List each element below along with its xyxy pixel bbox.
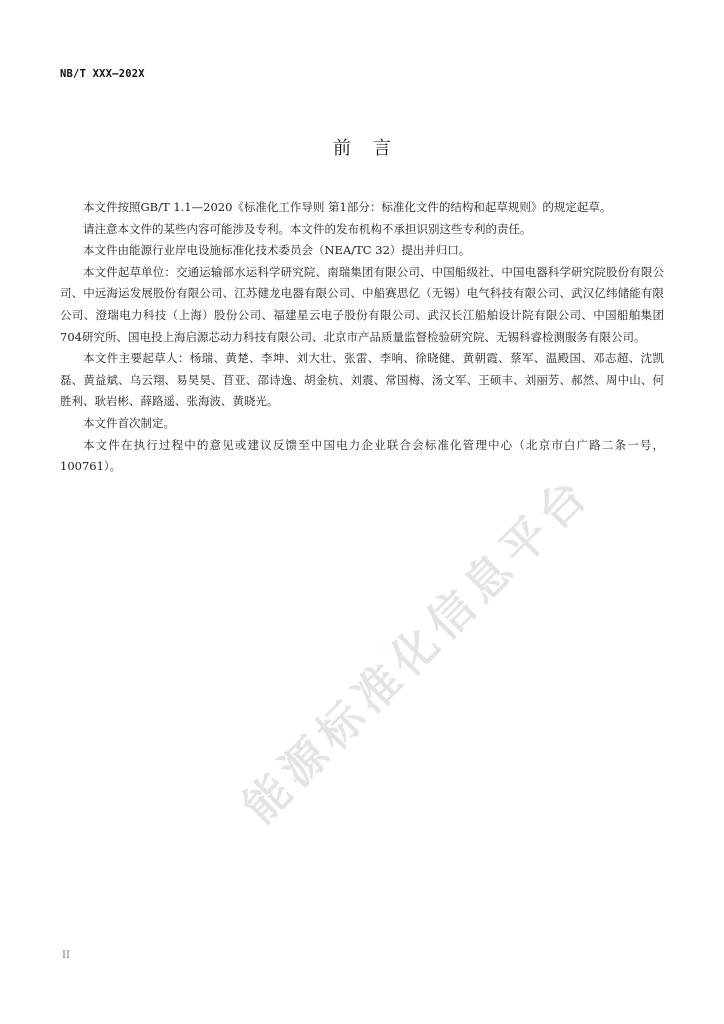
page-number: II <box>62 950 70 961</box>
paragraph-drafters: 本文件主要起草人：杨瑞、黄楚、李坤、刘大壮、张雷、李响、徐晓健、黄朝霞、蔡军、温殿国、邓志超、沈凯磊、黄益斌、乌云翔、易昊昊、苜亚、邵诗逸、胡金杭、刘震、常国梅、汤文军、王硕丰、刘丽芳、郝然、周中山、何胜利、耿岩彬、薛路遥、张海波、黄晓光。 <box>60 351 664 409</box>
paragraph-proposer: 本文件由能源行业岸电设施标准化技术委员会（NEA/TC 32）提出并归口。 <box>83 243 471 258</box>
watermark: 能源标准化信息平台 <box>232 465 602 834</box>
document-number: NB/T XXX—202X <box>60 68 145 80</box>
paragraph-first-edition: 本文件首次制定。 <box>83 415 175 430</box>
paragraph-drafting-units: 本文件起草单位：交通运输部水运科学研究院、南瑞集团有限公司、中国船级社、中国电器科学研究院股份有限公司、中远海运发展股份有限公司、江苏健龙电器有限公司、中船赛思亿（无锡）电气科技有限公司、武汉亿纬储能有限公司、澄瑞电力科技（上海）股份公司、福建星云电子股份有限公司、武汉长江船舶设计院有限公司、中国船舶集团704研究所、国电投上海启源芯动力科技有限公司、北京市产品质量监督检验研究院、无锡科睿检测服务有限公司。 <box>60 264 664 344</box>
page-title: 前言 <box>333 138 413 159</box>
paragraph-feedback: 本文件在执行过程中的意见或建议反馈至中国电力企业联合会标准化管理中心（北京市白广路二条一号，100761）。 <box>60 437 664 474</box>
foreword-body <box>60 197 664 478</box>
paragraph-patent-notice: 请注意本文件的某些内容可能涉及专利。本文件的发布机构不承担识别这些专利的责任。 <box>83 221 532 236</box>
paragraph-drafting-rules: 本文件按照GB/T 1.1—2020《标准化工作导则 第1部分：标准化文件的结构和起草规则》的规定起草。 <box>83 200 612 214</box>
